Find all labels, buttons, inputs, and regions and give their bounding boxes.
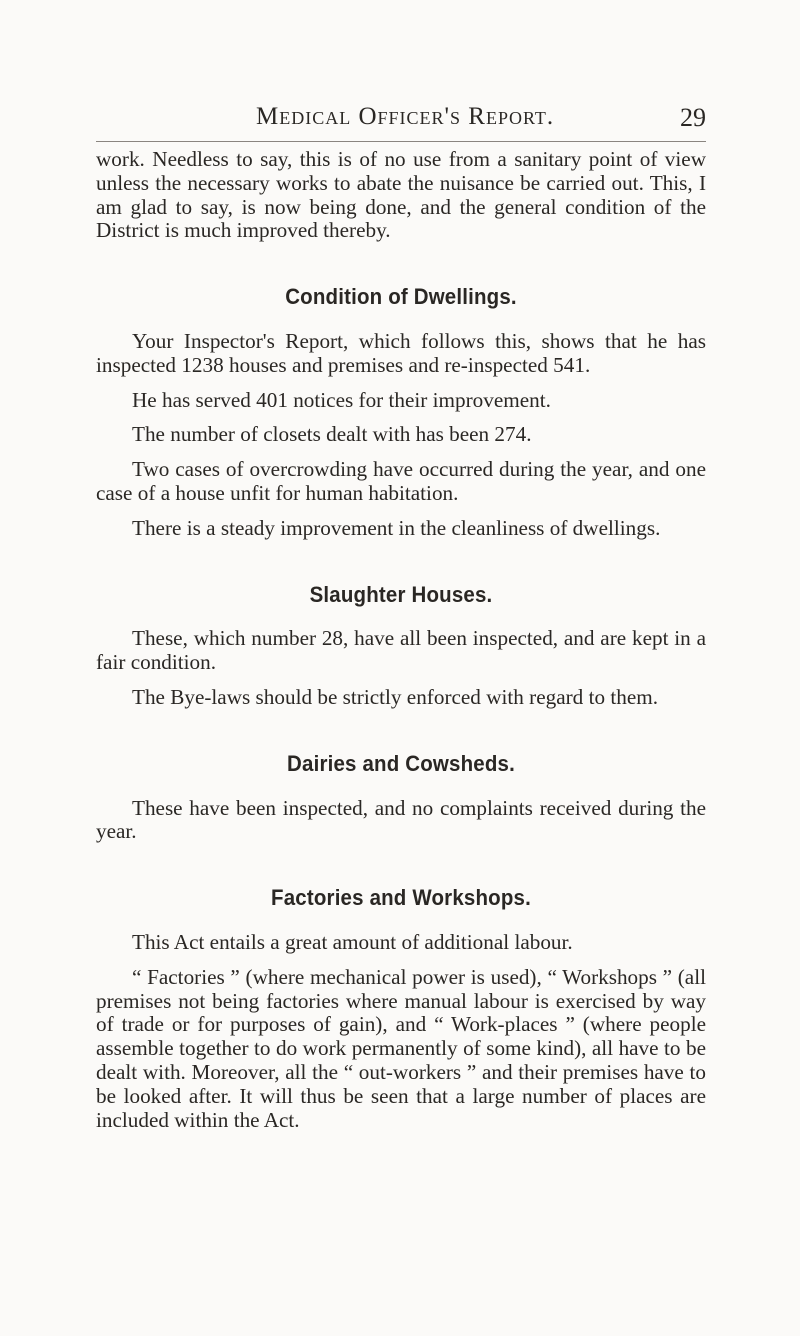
- paragraph-inspector-report: Your Inspector's Report, which follows this, shows that he has inspected 1238 houses and premises and re-inspected 541.: [96, 328, 706, 377]
- section-heading-slaughter-houses: Slaughter Houses.: [309, 581, 493, 607]
- paragraph-closets: The number of closets dealt with has been 274.: [132, 422, 532, 447]
- paragraph-cleanliness: There is a steady improvement in the cleanliness of dwellings.: [132, 515, 661, 540]
- paragraph-overcrowding: Two cases of overcrowding have occurred during the year, and one case of a house unfit for human habitation.: [96, 457, 706, 505]
- paragraph-continuation: work. Needless to say, this is of no use from a sanitary point of view unless the necessary works to abate the nuisance be carried out. This, I am glad to say, is now being done, and the general condition of the District is much improved thereby.: [96, 147, 706, 243]
- paragraph-act-labour: This Act entails a great amount of additional labour.: [132, 929, 573, 954]
- paragraph-factories-workshops: “ Factories ” (where mechanical power is used), “ Workshops ” (all premises not being factories where manual labour is exercised by way of trade or for purposes of gain), and “ Work-places ” (where people assemble together to do work permanently of some kind), all have to be dealt with. Moreover, all the “ out-workers ” and their premises have to be looked after. It will thus be seen that a large number of places are included within the Act.: [96, 964, 706, 1132]
- paragraph-notices: He has served 401 notices for their improvement.: [132, 387, 551, 412]
- header-rule: [96, 141, 706, 142]
- section-heading-dwellings: Condition of Dwellings.: [285, 284, 517, 310]
- paragraph-dairies: These have been inspected, and no complaints received during the year.: [96, 795, 706, 844]
- page-header: [96, 103, 706, 137]
- paragraph-bye-laws: The Bye-laws should be strictly enforced with regard to them.: [132, 684, 659, 709]
- running-title: Medical Officer's Report.: [256, 103, 555, 130]
- page-number: 29: [680, 103, 706, 132]
- section-heading-factories: Factories and Workshops.: [271, 885, 531, 911]
- section-heading-dairies: Dairies and Cowsheds.: [287, 750, 515, 776]
- body-text: [96, 148, 706, 1132]
- paragraph-slaughter-houses: These, which number 28, have all been inspected, and are kept in a fair condition.: [96, 626, 706, 675]
